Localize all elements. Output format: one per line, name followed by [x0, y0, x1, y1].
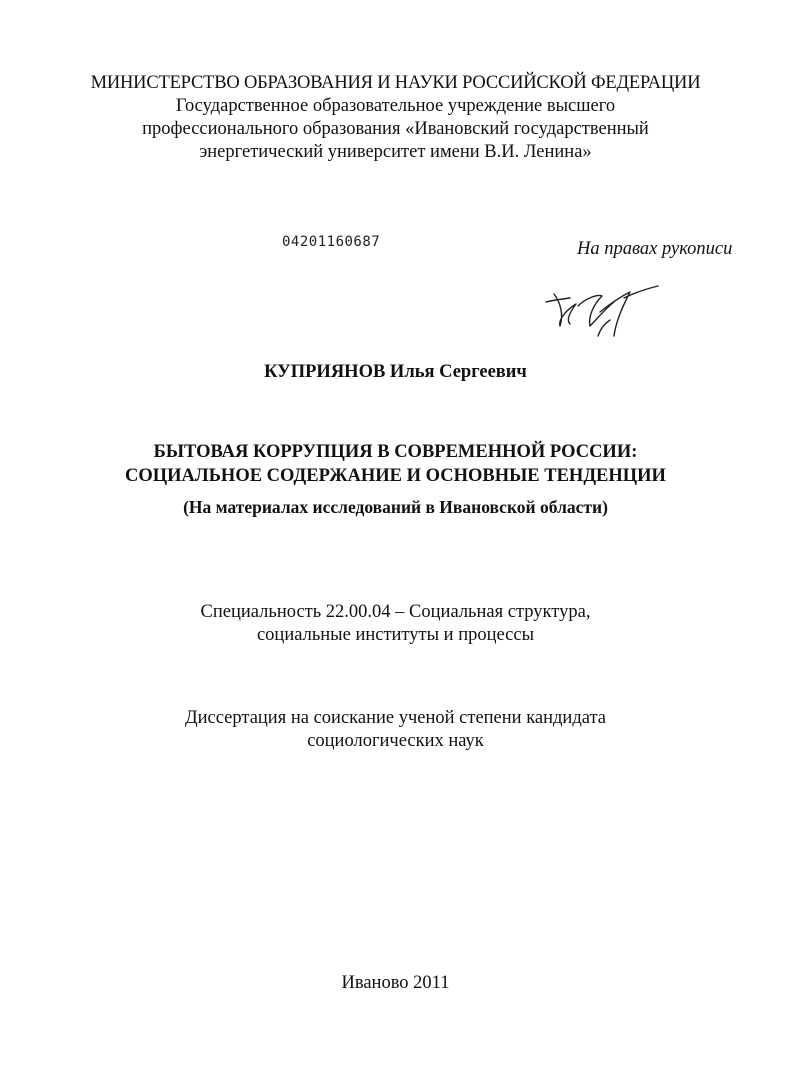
header-block	[60, 72, 731, 164]
degree-line-2: социологических наук	[307, 731, 484, 751]
institution-line-1: Государственное образовательное учреждение высшего	[175, 96, 616, 116]
dissertation-subtitle: (На материалах исследований в Ивановской области)	[183, 497, 608, 517]
degree-block	[60, 707, 731, 753]
institution-line-3: энергетический университет имени В.И. Ленина»	[199, 142, 592, 162]
dissertation-title	[60, 440, 731, 488]
specialty-line-2: социальные институты и процессы	[256, 625, 535, 645]
title-line-2: СОЦИАЛЬНОЕ СОДЕРЖАНИЕ И ОСНОВНЫЕ ТЕНДЕНЦИИ	[125, 466, 666, 486]
specialty-line-1: Специальность 22.00.04 – Социальная структура,	[200, 602, 591, 622]
document-code: 04201160687	[282, 234, 381, 250]
signature-image	[540, 280, 670, 342]
degree-line-1: Диссертация на соискание ученой степени кандидата	[185, 708, 606, 728]
specialty-block	[60, 601, 731, 647]
manuscript-note: На правах рукописи	[577, 239, 733, 259]
institution-line-2: профессионального образования «Ивановский государственный	[142, 119, 649, 139]
city-year: Иваново 2011	[341, 973, 450, 993]
ministry-name: МИНИСТЕРСТВО ОБРАЗОВАНИЯ И НАУКИ РОССИЙСКОЙ ФЕДЕРАЦИИ	[90, 73, 701, 93]
title-line-1: БЫТОВАЯ КОРРУПЦИЯ В СОВРЕМЕННОЙ РОССИИ:	[153, 442, 638, 462]
author-name: КУПРИЯНОВ Илья Сергеевич	[264, 362, 527, 382]
